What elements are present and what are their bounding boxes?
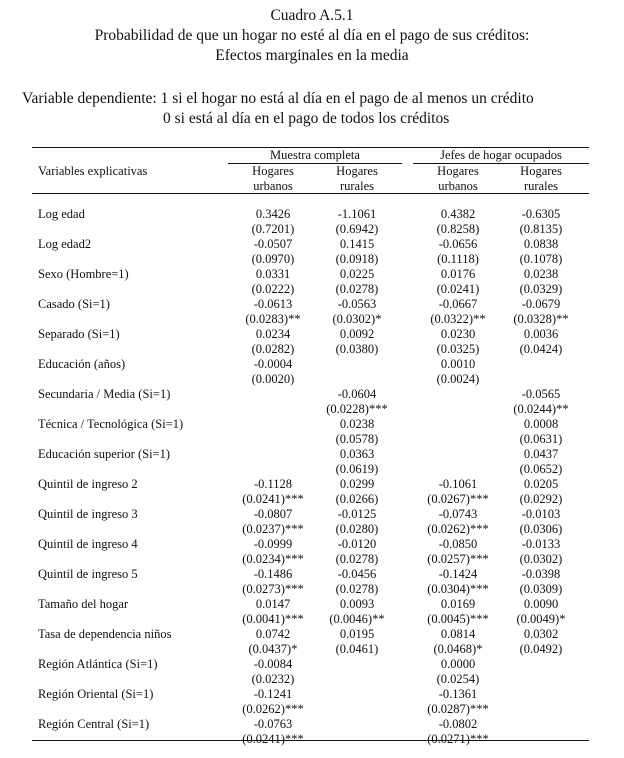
table-cell bbox=[413, 687, 503, 717]
standard-error-value: (0.0041)*** bbox=[242, 612, 304, 626]
standard-error-value bbox=[228, 462, 318, 477]
table-cell bbox=[312, 297, 402, 327]
table-cell bbox=[413, 357, 503, 387]
variable-label: Educación superior (Si=1) bbox=[38, 447, 171, 461]
column-header-rurales-completa: Hogares rurales bbox=[336, 164, 378, 193]
coefficient-value: -0.0125 bbox=[337, 507, 377, 521]
coefficient-value: 0.0205 bbox=[523, 477, 559, 491]
coefficient-value: -0.0103 bbox=[521, 507, 561, 521]
table-cell bbox=[228, 447, 318, 477]
standard-error-value bbox=[312, 672, 402, 687]
variable-label: Tamaño del hogar bbox=[38, 597, 129, 611]
table-body bbox=[0, 207, 624, 747]
variable-label: Región Oriental (Si=1) bbox=[38, 687, 154, 701]
table-cell bbox=[413, 567, 503, 597]
coefficient-value: -0.1424 bbox=[438, 567, 478, 581]
table-title: Probabilidad de que un hogar no esté al día en el pago de sus créditos: bbox=[94, 27, 530, 44]
table-cell bbox=[496, 717, 586, 747]
standard-error-value: (0.0461) bbox=[335, 642, 379, 656]
table-row bbox=[0, 297, 624, 327]
coefficient-value bbox=[312, 357, 402, 372]
standard-error-value: (0.0304)*** bbox=[427, 582, 489, 596]
coefficient-value: 0.0814 bbox=[440, 627, 476, 641]
coefficient-value: -0.0133 bbox=[521, 537, 561, 551]
coefficient-value bbox=[496, 657, 586, 672]
standard-error-value: (0.0262)*** bbox=[427, 522, 489, 536]
coefficient-value: -0.6305 bbox=[521, 207, 561, 221]
table-row bbox=[0, 417, 624, 447]
table-row bbox=[0, 387, 624, 417]
table-cell bbox=[228, 657, 318, 687]
standard-error-value: (0.1078) bbox=[519, 252, 563, 266]
standard-error-value: (0.0619) bbox=[335, 462, 379, 476]
table-cell bbox=[496, 597, 586, 627]
table-cell bbox=[228, 237, 318, 267]
standard-error-value: (0.0266) bbox=[335, 492, 379, 506]
standard-error-value: (0.0329) bbox=[519, 282, 563, 296]
coefficient-value: -1.1061 bbox=[337, 207, 377, 221]
group-header-jefes-de-hogar: Jefes de hogar ocupados bbox=[440, 148, 562, 162]
variable-label: Quintil de ingreso 4 bbox=[38, 537, 138, 551]
coefficient-value: -0.0807 bbox=[253, 507, 293, 521]
standard-error-value: (0.0020) bbox=[251, 372, 295, 386]
table-cell bbox=[312, 417, 402, 447]
standard-error-value: (0.0287)*** bbox=[427, 702, 489, 716]
table-cell bbox=[228, 297, 318, 327]
standard-error-value: (0.0328)** bbox=[513, 312, 569, 326]
standard-error-value: (0.6942) bbox=[335, 222, 379, 236]
table-cell bbox=[312, 597, 402, 627]
variable-label: Tasa de dependencia niños bbox=[38, 627, 172, 641]
group-header-muestra-completa: Muestra completa bbox=[270, 148, 360, 162]
coefficient-value bbox=[312, 657, 402, 672]
table-cell bbox=[496, 207, 586, 237]
standard-error-value: (0.0046)** bbox=[329, 612, 385, 626]
table-row bbox=[0, 567, 624, 597]
table-row bbox=[0, 207, 624, 237]
coefficient-value bbox=[312, 687, 402, 702]
coefficient-value: 0.0230 bbox=[440, 327, 476, 341]
standard-error-value: (0.1118) bbox=[437, 252, 479, 266]
table-cell bbox=[228, 567, 318, 597]
coefficient-value: -0.0802 bbox=[438, 717, 478, 731]
dependent-variable-line2: 0 si está al día en el pago de todos los créditos bbox=[163, 110, 450, 127]
variable-label: Log edad bbox=[38, 207, 85, 221]
standard-error-value: (0.0652) bbox=[519, 462, 563, 476]
standard-error-value: (0.0292) bbox=[519, 492, 563, 506]
variable-label: Quintil de ingreso 5 bbox=[38, 567, 138, 581]
standard-error-value: (0.0437)* bbox=[248, 642, 298, 656]
coefficient-value bbox=[228, 387, 318, 402]
standard-error-value: (0.0241)*** bbox=[242, 732, 304, 746]
coefficient-value bbox=[228, 447, 318, 462]
table-row bbox=[0, 657, 624, 687]
standard-error-value bbox=[496, 732, 586, 747]
table-cell bbox=[496, 657, 586, 687]
table-row bbox=[0, 597, 624, 627]
standard-error-value: (0.0024) bbox=[436, 372, 480, 386]
coefficient-value bbox=[413, 447, 503, 462]
variable-label: Separado (Si=1) bbox=[38, 327, 120, 341]
table-cell bbox=[496, 417, 586, 447]
standard-error-value: (0.0918) bbox=[335, 252, 379, 266]
table-cell bbox=[312, 267, 402, 297]
coefficient-value: 0.4382 bbox=[440, 207, 476, 221]
table-cell bbox=[228, 597, 318, 627]
coefficient-value: 0.0195 bbox=[339, 627, 375, 641]
standard-error-value: (0.0280) bbox=[335, 522, 379, 536]
table-subtitle: Efectos marginales en la media bbox=[215, 47, 409, 64]
table-cell bbox=[312, 357, 402, 387]
table-cell bbox=[312, 477, 402, 507]
standard-error-value bbox=[228, 432, 318, 447]
coefficient-value: 0.0000 bbox=[440, 657, 476, 671]
dependent-variable-note bbox=[22, 89, 534, 129]
table-cell bbox=[228, 417, 318, 447]
standard-error-value: (0.0631) bbox=[519, 432, 563, 446]
coefficient-value: -0.0656 bbox=[438, 237, 478, 251]
standard-error-value: (0.0244)** bbox=[513, 402, 569, 416]
coefficient-value: -0.0743 bbox=[438, 507, 478, 521]
table-cell bbox=[312, 537, 402, 567]
coefficient-value: -0.1361 bbox=[438, 687, 478, 701]
stub-header: Variables explicativas bbox=[38, 164, 148, 178]
table-row bbox=[0, 627, 624, 657]
table-cell bbox=[496, 537, 586, 567]
coefficient-value: 0.0036 bbox=[523, 327, 559, 341]
table-cell bbox=[228, 387, 318, 417]
standard-error-value: (0.0380) bbox=[335, 342, 379, 356]
table-row bbox=[0, 237, 624, 267]
table-cell bbox=[496, 627, 586, 657]
table-cell bbox=[413, 537, 503, 567]
table-cell bbox=[496, 267, 586, 297]
standard-error-value: (0.0045)*** bbox=[427, 612, 489, 626]
standard-error-value: (0.0302) bbox=[519, 552, 563, 566]
table-cell bbox=[496, 507, 586, 537]
table-cell bbox=[228, 357, 318, 387]
standard-error-value: (0.0578) bbox=[335, 432, 379, 446]
standard-error-value: (0.7201) bbox=[251, 222, 295, 236]
table-row bbox=[0, 717, 624, 747]
standard-error-value bbox=[496, 672, 586, 687]
table-row bbox=[0, 477, 624, 507]
variable-label: Región Atlántica (Si=1) bbox=[38, 657, 158, 671]
table-cell bbox=[496, 477, 586, 507]
table-cell bbox=[496, 567, 586, 597]
coefficient-value: 0.0331 bbox=[255, 267, 291, 281]
standard-error-value: (0.0273)*** bbox=[242, 582, 304, 596]
coefficient-value: 0.0176 bbox=[440, 267, 476, 281]
standard-error-value bbox=[413, 462, 503, 477]
table-row bbox=[0, 267, 624, 297]
table-cell bbox=[496, 297, 586, 327]
variable-label: Log edad2 bbox=[38, 237, 92, 251]
standard-error-value: (0.0271)*** bbox=[427, 732, 489, 746]
table-cell bbox=[496, 237, 586, 267]
variable-label: Sexo (Hombre=1) bbox=[38, 267, 129, 281]
coefficient-value: 0.1415 bbox=[339, 237, 375, 251]
variable-label: Educación (años) bbox=[38, 357, 126, 371]
standard-error-value: (0.0302)* bbox=[332, 312, 382, 326]
coefficient-value: 0.0008 bbox=[523, 417, 559, 431]
coefficient-value: -0.1128 bbox=[253, 477, 293, 491]
coefficient-value: 0.0147 bbox=[255, 597, 291, 611]
table-row bbox=[0, 537, 624, 567]
standard-error-value bbox=[312, 702, 402, 717]
table-cell bbox=[496, 357, 586, 387]
table-caption bbox=[0, 6, 624, 66]
standard-error-value: (0.0309) bbox=[519, 582, 563, 596]
table-row bbox=[0, 507, 624, 537]
standard-error-value bbox=[496, 372, 586, 387]
variable-label: Quintil de ingreso 2 bbox=[38, 477, 138, 491]
standard-error-value: (0.0232) bbox=[251, 672, 295, 686]
table-cell bbox=[413, 237, 503, 267]
table-cell bbox=[312, 567, 402, 597]
table-cell bbox=[413, 207, 503, 237]
table-row bbox=[0, 357, 624, 387]
coefficient-value: 0.0093 bbox=[339, 597, 375, 611]
standard-error-value: (0.0262)*** bbox=[242, 702, 304, 716]
standard-error-value: (0.0257)*** bbox=[427, 552, 489, 566]
standard-error-value: (0.0241)*** bbox=[242, 492, 304, 506]
standard-error-value: (0.0283)** bbox=[245, 312, 301, 326]
table-cell bbox=[413, 597, 503, 627]
table-cell bbox=[413, 387, 503, 417]
table-cell bbox=[413, 267, 503, 297]
coefficient-value: -0.0763 bbox=[253, 717, 293, 731]
variable-label: Casado (Si=1) bbox=[38, 297, 110, 311]
coefficient-value: -0.0999 bbox=[253, 537, 293, 551]
standard-error-value: (0.0241) bbox=[436, 282, 480, 296]
standard-error-value: (0.0278) bbox=[335, 582, 379, 596]
standard-error-value: (0.0278) bbox=[335, 552, 379, 566]
table-row bbox=[0, 447, 624, 477]
coefficient-value bbox=[312, 717, 402, 732]
column-header-urbanos-ocupados: Hogares urbanos bbox=[437, 164, 479, 193]
table-cell bbox=[312, 207, 402, 237]
standard-error-value: (0.0228)*** bbox=[326, 402, 388, 416]
coefficient-value bbox=[496, 357, 586, 372]
table-cell bbox=[228, 537, 318, 567]
coefficient-value: -0.0563 bbox=[337, 297, 377, 311]
table-cell bbox=[413, 507, 503, 537]
table-cell bbox=[496, 687, 586, 717]
table-cell bbox=[312, 507, 402, 537]
table-cell bbox=[312, 717, 402, 747]
table-cell bbox=[413, 417, 503, 447]
coefficient-value bbox=[413, 417, 503, 432]
standard-error-value bbox=[496, 702, 586, 717]
table-row bbox=[0, 327, 624, 357]
coefficient-value: -0.1061 bbox=[438, 477, 478, 491]
coefficient-value: 0.0225 bbox=[339, 267, 375, 281]
coefficient-value bbox=[413, 387, 503, 402]
table-row bbox=[0, 687, 624, 717]
standard-error-value: (0.0278) bbox=[335, 282, 379, 296]
standard-error-value bbox=[312, 732, 402, 747]
standard-error-value bbox=[312, 372, 402, 387]
table-cell bbox=[228, 327, 318, 357]
table-cell bbox=[228, 627, 318, 657]
table-cell bbox=[228, 687, 318, 717]
table-cell bbox=[413, 447, 503, 477]
coefficient-value: -0.0613 bbox=[253, 297, 293, 311]
coefficient-value: 0.0742 bbox=[255, 627, 291, 641]
variable-label: Región Central (Si=1) bbox=[38, 717, 150, 731]
coefficient-value: 0.0238 bbox=[523, 267, 559, 281]
table-cell bbox=[413, 627, 503, 657]
standard-error-value: (0.0282) bbox=[251, 342, 295, 356]
standard-error-value: (0.0325) bbox=[436, 342, 480, 356]
table-cell bbox=[413, 327, 503, 357]
coefficient-value: -0.0084 bbox=[253, 657, 293, 671]
variable-label: Técnica / Tecnológica (Si=1) bbox=[38, 417, 184, 431]
coefficient-value: -0.0850 bbox=[438, 537, 478, 551]
coefficient-value: 0.0234 bbox=[255, 327, 291, 341]
table-cell bbox=[228, 207, 318, 237]
coefficient-value: 0.3426 bbox=[255, 207, 291, 221]
table-cell bbox=[413, 717, 503, 747]
coefficient-value: 0.0437 bbox=[523, 447, 559, 461]
coefficient-value: -0.0004 bbox=[253, 357, 293, 371]
coefficient-value: 0.0010 bbox=[440, 357, 476, 371]
coefficient-value bbox=[228, 417, 318, 432]
coefficient-value: -0.0679 bbox=[521, 297, 561, 311]
standard-error-value: (0.0267)*** bbox=[427, 492, 489, 506]
table-cell bbox=[228, 717, 318, 747]
standard-error-value bbox=[228, 402, 318, 417]
table-cell bbox=[413, 477, 503, 507]
table-cell bbox=[413, 297, 503, 327]
coefficient-value: -0.0565 bbox=[521, 387, 561, 401]
table-cell bbox=[312, 327, 402, 357]
coefficient-value: -0.1241 bbox=[253, 687, 293, 701]
table-cell bbox=[228, 267, 318, 297]
standard-error-value: (0.0222) bbox=[251, 282, 295, 296]
standard-error-value: (0.0306) bbox=[519, 522, 563, 536]
coefficient-value: -0.0456 bbox=[337, 567, 377, 581]
coefficient-value: 0.0302 bbox=[523, 627, 559, 641]
column-header-urbanos-completa: Hogares urbanos bbox=[252, 164, 294, 193]
coefficient-value: 0.0169 bbox=[440, 597, 476, 611]
standard-error-value: (0.0234)*** bbox=[242, 552, 304, 566]
table-cell bbox=[496, 387, 586, 417]
standard-error-value: (0.0492) bbox=[519, 642, 563, 656]
standard-error-value: (0.8258) bbox=[436, 222, 480, 236]
table-cell bbox=[413, 657, 503, 687]
variable-label: Quintil de ingreso 3 bbox=[38, 507, 138, 521]
table-cell bbox=[312, 657, 402, 687]
coefficient-value: -0.0507 bbox=[253, 237, 293, 251]
table-cell bbox=[312, 687, 402, 717]
standard-error-value: (0.0254) bbox=[436, 672, 480, 686]
table-cell bbox=[312, 387, 402, 417]
standard-error-value: (0.0237)*** bbox=[242, 522, 304, 536]
coefficient-value: 0.0092 bbox=[339, 327, 375, 341]
standard-error-value bbox=[413, 402, 503, 417]
standard-error-value: (0.0322)** bbox=[430, 312, 486, 326]
table-cell bbox=[496, 327, 586, 357]
standard-error-value: (0.0468)* bbox=[433, 642, 483, 656]
standard-error-value: (0.8135) bbox=[519, 222, 563, 236]
standard-error-value: (0.0424) bbox=[519, 342, 563, 356]
column-header-rurales-ocupados: Hogares rurales bbox=[520, 164, 562, 193]
coefficient-value bbox=[496, 687, 586, 702]
coefficient-value: 0.0299 bbox=[339, 477, 375, 491]
coefficient-value: 0.0838 bbox=[523, 237, 559, 251]
standard-error-value: (0.0049)* bbox=[516, 612, 566, 626]
coefficient-value: -0.0398 bbox=[521, 567, 561, 581]
variable-label: Secundaria / Media (Si=1) bbox=[38, 387, 171, 401]
coefficient-value: -0.0604 bbox=[337, 387, 377, 401]
table-number: Cuadro A.5.1 bbox=[270, 7, 354, 24]
table-cell bbox=[228, 507, 318, 537]
standard-error-value bbox=[413, 432, 503, 447]
dependent-variable-line1: Variable dependiente: 1 si el hogar no está al día en el pago de al menos un crédito bbox=[22, 90, 534, 107]
coefficient-value: -0.0667 bbox=[438, 297, 478, 311]
coefficient-value: -0.1486 bbox=[253, 567, 293, 581]
table-cell bbox=[228, 477, 318, 507]
coefficient-value bbox=[496, 717, 586, 732]
coefficient-value: 0.0090 bbox=[523, 597, 559, 611]
table-cell bbox=[312, 627, 402, 657]
standard-error-value: (0.0970) bbox=[251, 252, 295, 266]
table-cell bbox=[312, 447, 402, 477]
table-cell bbox=[312, 237, 402, 267]
table-cell bbox=[496, 447, 586, 477]
coefficient-value: 0.0363 bbox=[339, 447, 375, 461]
coefficient-value: 0.0238 bbox=[339, 417, 375, 431]
coefficient-value: -0.0120 bbox=[337, 537, 377, 551]
